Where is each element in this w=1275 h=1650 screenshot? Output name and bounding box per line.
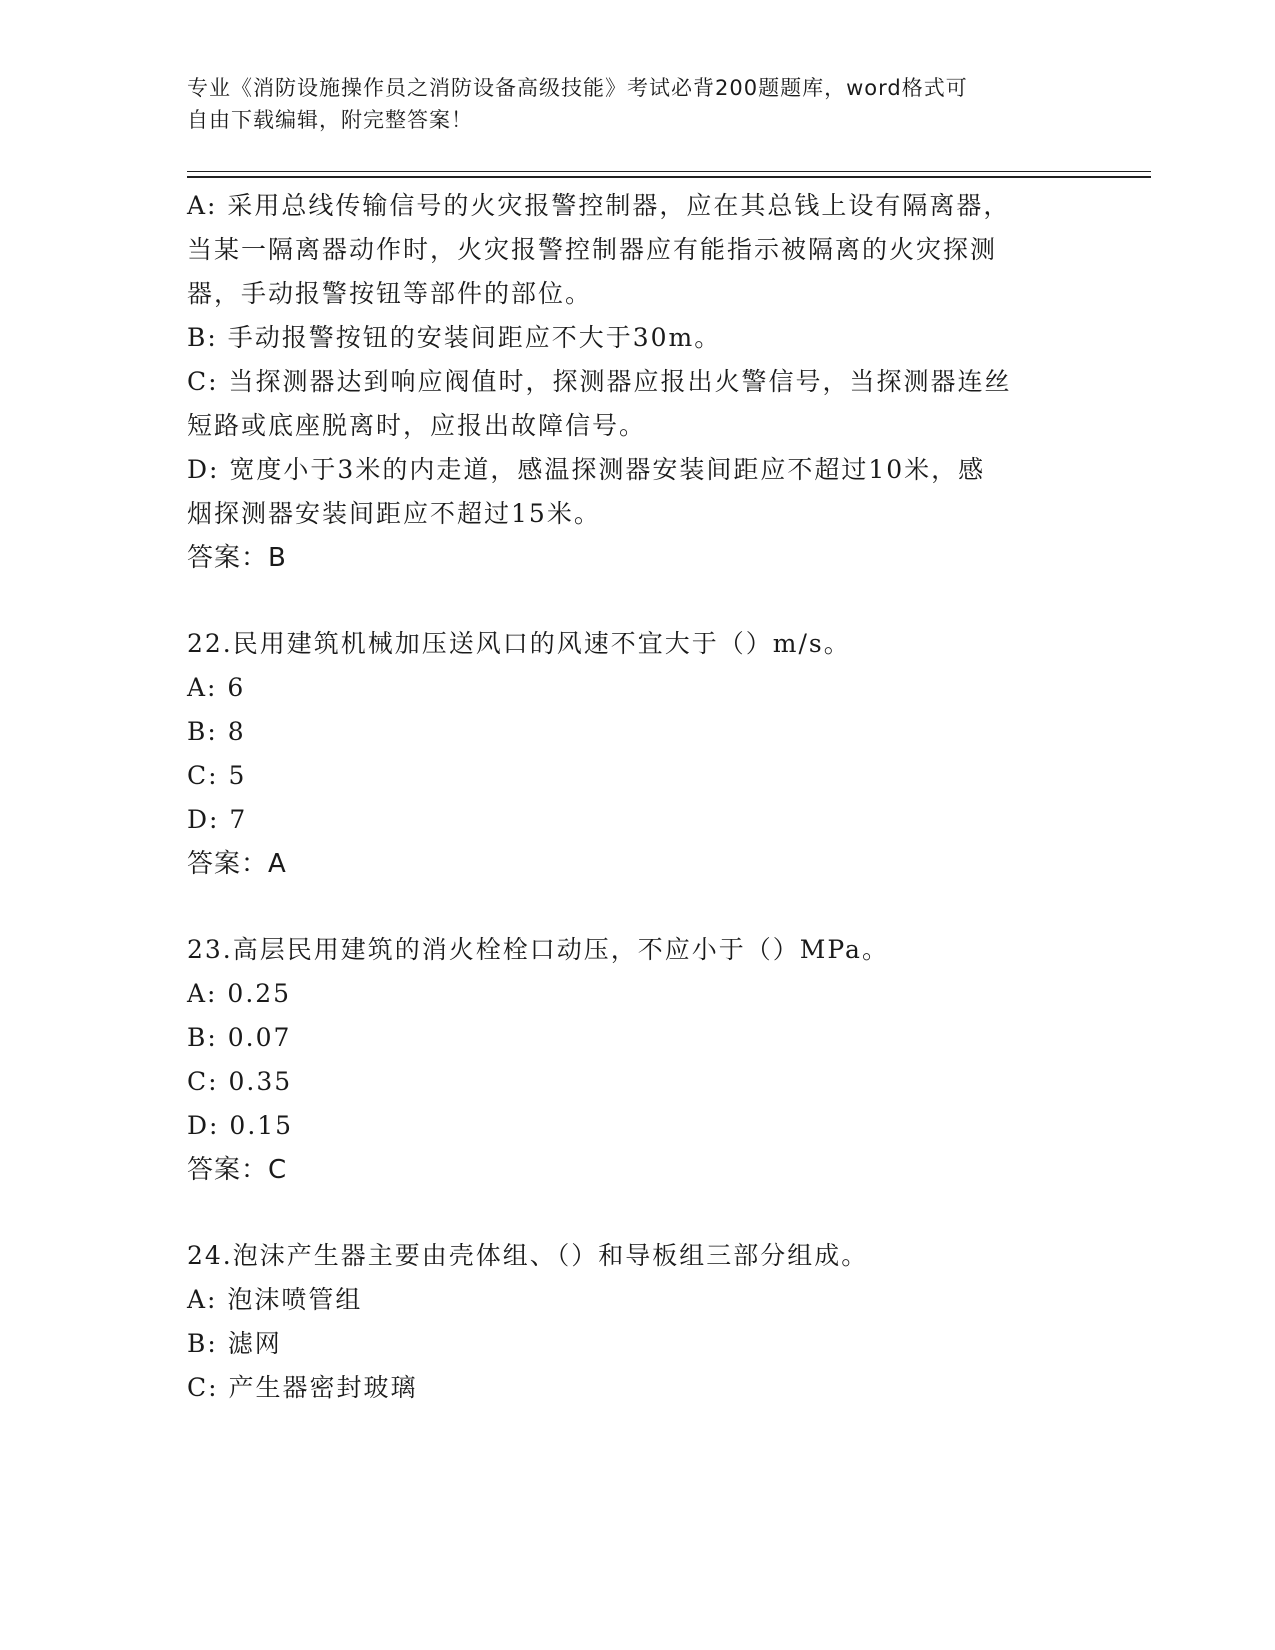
header-line-2: 自由下载编辑，附完整答案！ xyxy=(187,108,473,132)
q21-option-a-line-1: A: 采用总线传输信号的火灾报警控制器，应在其总钱上设有隔离器， xyxy=(187,191,1011,220)
q23-option-c: C: 0.35 xyxy=(187,1067,293,1096)
q23-answer: 答案：C xyxy=(187,1155,288,1185)
q24-stem: 24.泡沫产生器主要由壳体组、（）和导板组三部分组成。 xyxy=(187,1241,869,1270)
q23-option-b: B: 0.07 xyxy=(187,1023,292,1052)
header-divider-thick xyxy=(187,176,1151,178)
q21-option-c-line-1: C: 当探测器达到响应阀值时，探测器应报出火警信号，当探测器连丝 xyxy=(187,367,1012,396)
q22-option-d: D: 7 xyxy=(187,805,248,834)
q22-option-a: A: 6 xyxy=(187,673,246,702)
q21-option-a-line-3: 器，手动报警按钮等部件的部位。 xyxy=(187,279,593,308)
q21-option-d-line-1: D: 宽度小于3米的内走道，感温探测器安装间距应不超过10米，感 xyxy=(187,455,986,484)
q21-option-d-line-2: 烟探测器安装间距应不超过15米。 xyxy=(187,499,601,528)
q21-option-b: B: 手动报警按钮的安装间距应不大于30m。 xyxy=(187,323,722,352)
header-divider-thin xyxy=(187,171,1151,172)
q24-option-c: C: 产生器密封玻璃 xyxy=(187,1373,418,1402)
q22-option-c: C: 5 xyxy=(187,761,247,790)
q22-answer: 答案：A xyxy=(187,849,287,879)
q22-option-b: B: 8 xyxy=(187,717,246,746)
q23-option-a: A: 0.25 xyxy=(187,979,292,1008)
q21-option-a-line-2: 当某一隔离器动作时，火灾报警控制器应有能指示被隔离的火灾探测 xyxy=(187,235,998,264)
q24-option-a: A: 泡沫喷管组 xyxy=(187,1285,363,1314)
q24-option-b: B: 滤网 xyxy=(187,1329,282,1358)
header-line-1: 专业《消防设施操作员之消防设备高级技能》考试必背200题题库，word格式可 xyxy=(187,76,968,100)
q21-answer: 答案：B xyxy=(187,543,287,573)
q23-stem: 23.高层民用建筑的消火栓栓口动压，不应小于（）MPa。 xyxy=(187,935,889,964)
q21-option-c-line-2: 短路或底座脱离时，应报出故障信号。 xyxy=(187,411,647,440)
document-header xyxy=(187,72,1087,136)
q23-option-d: D: 0.15 xyxy=(187,1111,294,1140)
q22-stem: 22.民用建筑机械加压送风口的风速不宜大于（）m/s。 xyxy=(187,629,851,658)
